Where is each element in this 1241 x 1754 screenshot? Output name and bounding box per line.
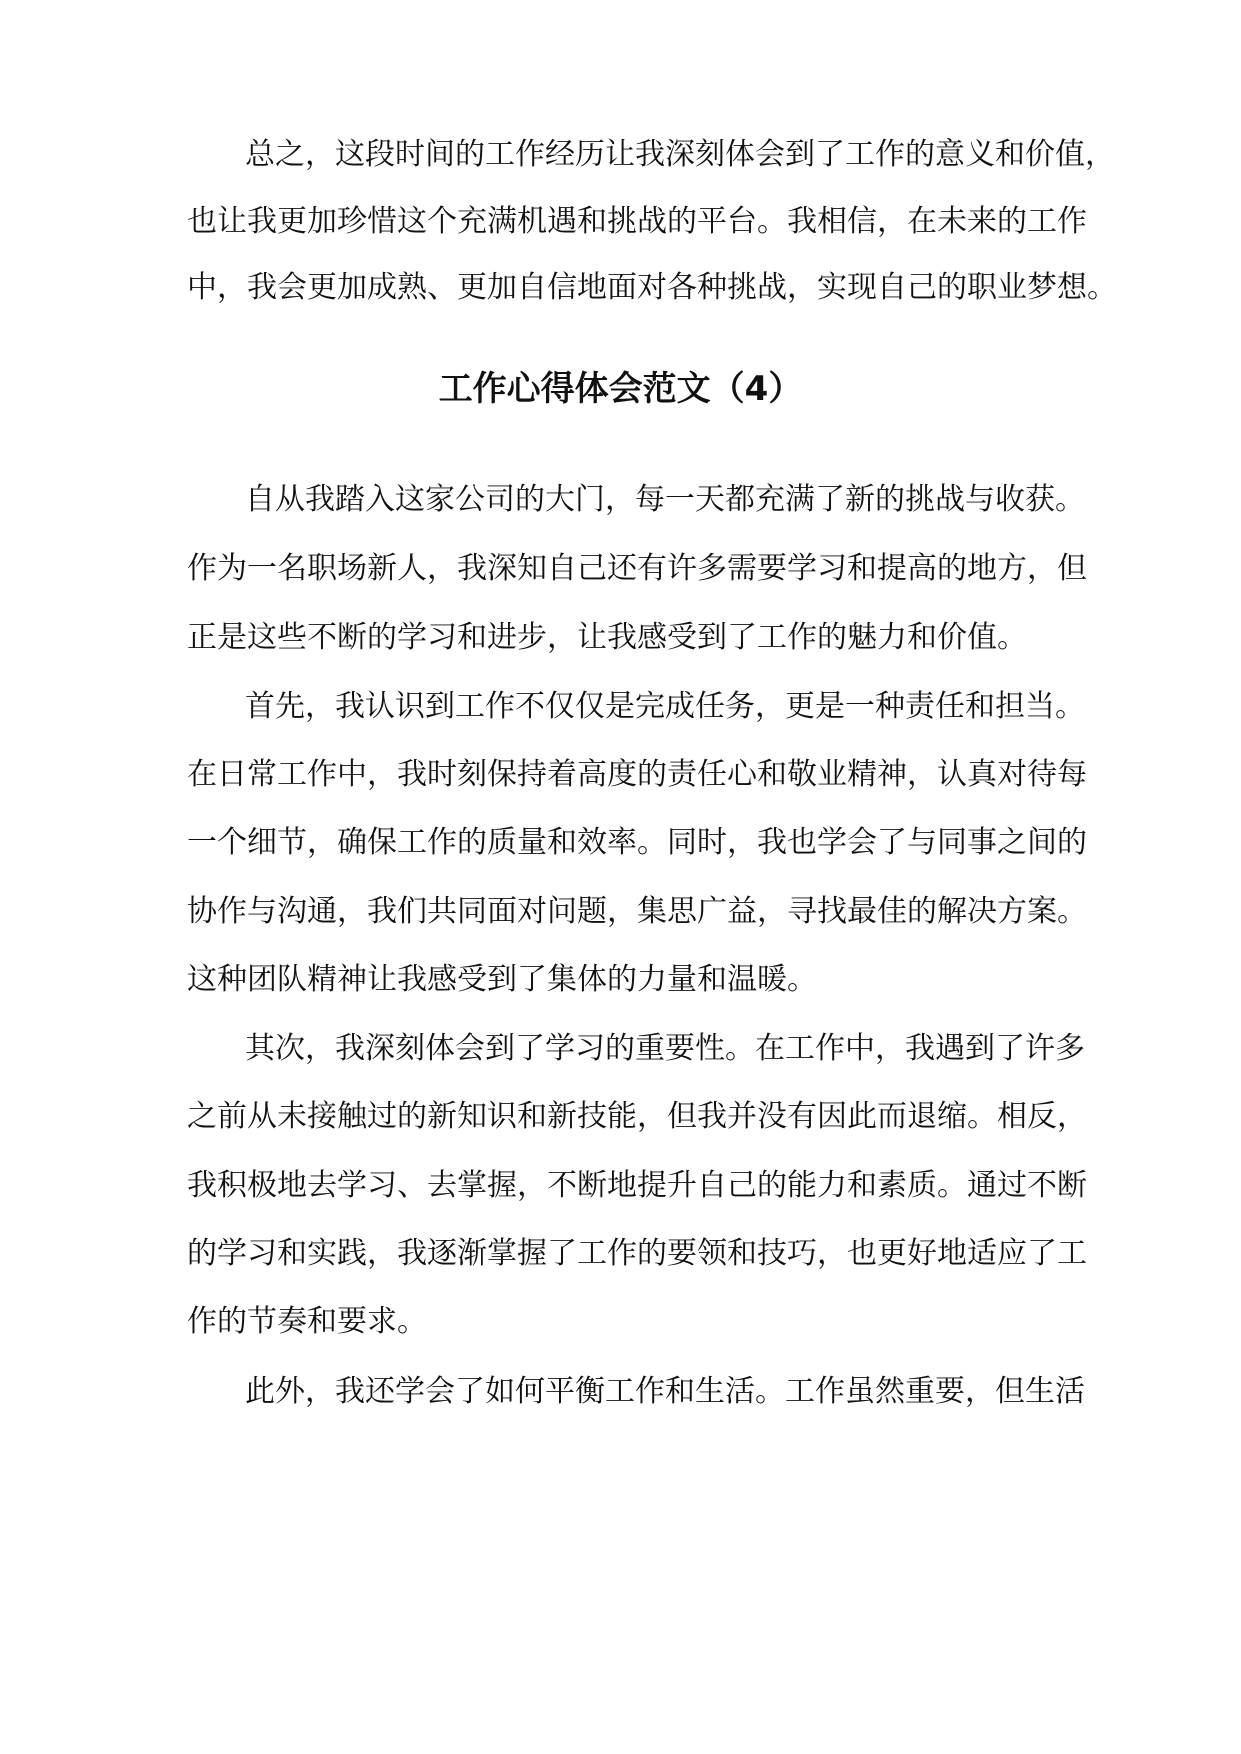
- paragraph-line: 这种团队精神让我感受到了集体的力量和温暖。: [187, 962, 817, 997]
- paragraph-line: 其次，我深刻体会到了学习的重要性。在工作中，我遇到了许多: [245, 1031, 1085, 1066]
- paragraph-line: 我积极地去学习、去掌握，不断地提升自己的能力和素质。通过不断: [187, 1168, 1087, 1203]
- paragraph-line: 此外，我还学会了如何平衡工作和生活。工作虽然重要，但生活: [245, 1374, 1085, 1409]
- paragraph-line: 一个细节，确保工作的质量和效率。同时，我也学会了与同事之间的: [187, 825, 1087, 860]
- paragraph-line: 之前从未接触过的新知识和新技能，但我并没有因此而退缩。相反，: [187, 1099, 1087, 1134]
- paragraph-line: 的学习和实践，我逐渐掌握了工作的要领和技巧，也更好地适应了工: [187, 1236, 1087, 1271]
- paragraph-line: 作为一名职场新人，我深知自己还有许多需要学习和提高的地方，但: [187, 551, 1087, 586]
- paragraph-line: 在日常工作中，我时刻保持着高度的责任心和敬业精神，认真对待每: [187, 757, 1087, 792]
- paragraph-line: 也让我更加珍惜这个充满机遇和挑战的平台。我相信，在未来的工作: [187, 204, 1087, 239]
- paragraph-line: 自从我踏入这家公司的大门，每一天都充满了新的挑战与收获。: [245, 482, 1085, 517]
- paragraph-line: 总之，这段时间的工作经历让我深刻体会到了工作的意义和价值，: [245, 137, 1115, 172]
- paragraph-line: 中，我会更加成熟、更加自信地面对各种挑战，实现自己的职业梦想。: [187, 270, 1117, 305]
- paragraph-line: 协作与沟通，我们共同面对问题，集思广益，寻找最佳的解决方案。: [187, 894, 1087, 929]
- paragraph-line: 首先，我认识到工作不仅仅是完成任务，更是一种责任和担当。: [245, 689, 1085, 724]
- section-heading: 工作心得体会范文（4）: [438, 369, 803, 409]
- paragraph-line: 正是这些不断的学习和进步，让我感受到了工作的魅力和价值。: [187, 620, 1027, 655]
- paragraph-line: 作的节奏和要求。: [187, 1304, 427, 1339]
